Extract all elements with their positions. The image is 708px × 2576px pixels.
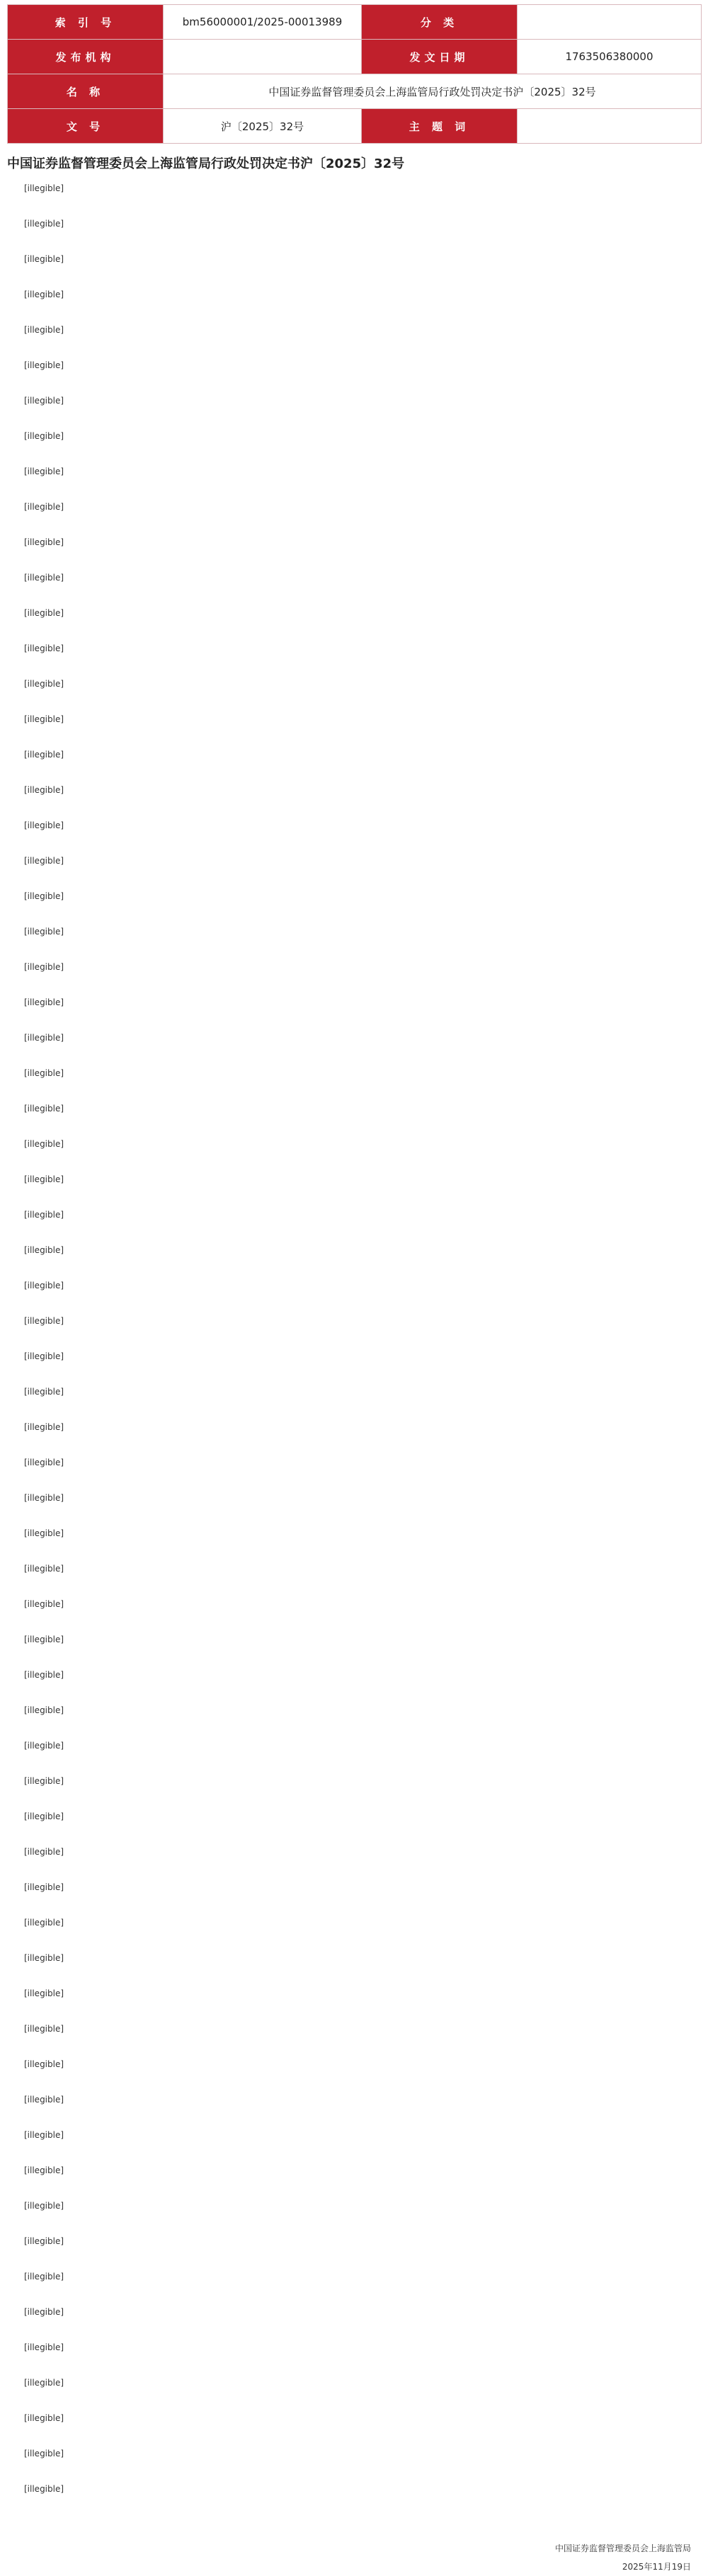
body-paragraph: [illegible] [24, 466, 64, 476]
body-paragraph: [illegible] [24, 2201, 64, 2211]
body-paragraph: [illegible] [24, 2130, 64, 2140]
body-paragraph: [illegible] [24, 2024, 64, 2034]
meta-value-index: bm56000001/2025-00013989 [164, 5, 362, 40]
meta-label-keywords: 主 题 词 [362, 109, 518, 144]
meta-value-date: 1763506380000 [518, 40, 702, 74]
meta-label-docnum: 文 号 [8, 109, 164, 144]
body-paragraph: [illegible] [24, 2059, 64, 2069]
body-paragraph: [illegible] [24, 1599, 64, 1609]
body-paragraph: [illegible] [24, 643, 64, 653]
meta-value-docnum: 沪〔2025〕32号 [164, 109, 362, 144]
meta-row-index [8, 5, 702, 40]
body-paragraph: [illegible] [24, 183, 64, 193]
body-paragraph: [illegible] [24, 2307, 64, 2317]
body-paragraph: [illegible] [24, 1387, 64, 1397]
body-paragraph: [illegible] [24, 1139, 64, 1149]
body-paragraph: [illegible] [24, 1882, 64, 1892]
body-paragraph: [illegible] [24, 714, 64, 724]
body-paragraph: [illegible] [24, 290, 64, 299]
body-paragraph: [illegible] [24, 1068, 64, 1078]
body-paragraph: [illegible] [24, 1033, 64, 1043]
meta-label-category: 分 类 [362, 5, 518, 40]
body-paragraph: [illegible] [24, 537, 64, 547]
body-paragraph: [illegible] [24, 1918, 64, 1928]
body-paragraph: [illegible] [24, 1316, 64, 1326]
meta-row-name [8, 74, 702, 109]
body-paragraph: [illegible] [24, 2484, 64, 2494]
signature-org: 中国证券监督管理委员会上海监管局 [554, 2543, 691, 2553]
body-paragraph: [illegible] [24, 219, 64, 229]
body-paragraph: [illegible] [24, 1988, 64, 1998]
body-paragraph: [illegible] [24, 1776, 64, 1786]
body-paragraph: [illegible] [24, 2413, 64, 2423]
body-paragraph: [illegible] [24, 1210, 64, 1220]
meta-row-docnum [8, 109, 702, 144]
body-paragraph: [illegible] [24, 1493, 64, 1503]
body-paragraph: [illegible] [24, 750, 64, 760]
body-paragraph: [illegible] [24, 891, 64, 901]
body-paragraph: [illegible] [24, 2272, 64, 2282]
body-paragraph: [illegible] [24, 1635, 64, 1644]
body-paragraph: [illegible] [24, 1847, 64, 1857]
body-paragraph: [illegible] [24, 396, 64, 406]
body-paragraph: [illegible] [24, 1104, 64, 1114]
meta-row-publisher [8, 40, 702, 74]
body-paragraph: [illegible] [24, 608, 64, 618]
body-paragraph: [illegible] [24, 856, 64, 866]
body-paragraph: [illegible] [24, 2342, 64, 2352]
body-paragraph: [illegible] [24, 502, 64, 512]
body-paragraph: [illegible] [24, 254, 64, 264]
meta-label-date: 发文日期 [362, 40, 518, 74]
meta-value-keywords [518, 109, 702, 144]
signature-block [0, 2539, 694, 2576]
document-body [7, 178, 701, 2500]
body-paragraph: [illegible] [24, 573, 64, 583]
body-paragraph: [illegible] [24, 1741, 64, 1751]
body-paragraph: [illegible] [24, 1458, 64, 1467]
body-paragraph: [illegible] [24, 1811, 64, 1821]
meta-value-name: 中国证券监督管理委员会上海监管局行政处罚决定书沪〔2025〕32号 [164, 74, 702, 109]
meta-value-category [518, 5, 702, 40]
body-paragraph: [illegible] [24, 1953, 64, 1963]
meta-label-name: 名 称 [8, 74, 164, 109]
body-paragraph: [illegible] [24, 1564, 64, 1574]
body-paragraph: [illegible] [24, 679, 64, 689]
body-paragraph: [illegible] [24, 2236, 64, 2246]
body-paragraph: [illegible] [24, 1245, 64, 1255]
body-paragraph: [illegible] [24, 927, 64, 937]
meta-value-publisher [164, 40, 362, 74]
body-paragraph: [illegible] [24, 785, 64, 795]
body-paragraph: [illegible] [24, 431, 64, 441]
body-paragraph: [illegible] [24, 2095, 64, 2105]
body-paragraph: [illegible] [24, 1281, 64, 1290]
body-paragraph: [illegible] [24, 2378, 64, 2388]
body-paragraph: [illegible] [24, 2165, 64, 2175]
body-paragraph: [illegible] [24, 1705, 64, 1715]
page-title: 中国证券监督管理委员会上海监管局行政处罚决定书沪〔2025〕32号 [7, 156, 405, 171]
body-paragraph: [illegible] [24, 1351, 64, 1361]
body-paragraph: [illegible] [24, 1422, 64, 1432]
signature-date: 2025年11月19日 [622, 2562, 691, 2572]
body-paragraph: [illegible] [24, 2449, 64, 2458]
meta-label-index: 索 引 号 [8, 5, 164, 40]
body-paragraph: [illegible] [24, 1670, 64, 1680]
meta-label-publisher: 发布机构 [8, 40, 164, 74]
body-paragraph: [illegible] [24, 1174, 64, 1184]
body-paragraph: [illegible] [24, 997, 64, 1007]
body-paragraph: [illegible] [24, 360, 64, 370]
body-paragraph: [illegible] [24, 325, 64, 335]
body-paragraph: [illegible] [24, 962, 64, 972]
body-paragraph: [illegible] [24, 820, 64, 830]
metadata-table [7, 4, 702, 144]
body-paragraph: [illegible] [24, 1528, 64, 1538]
